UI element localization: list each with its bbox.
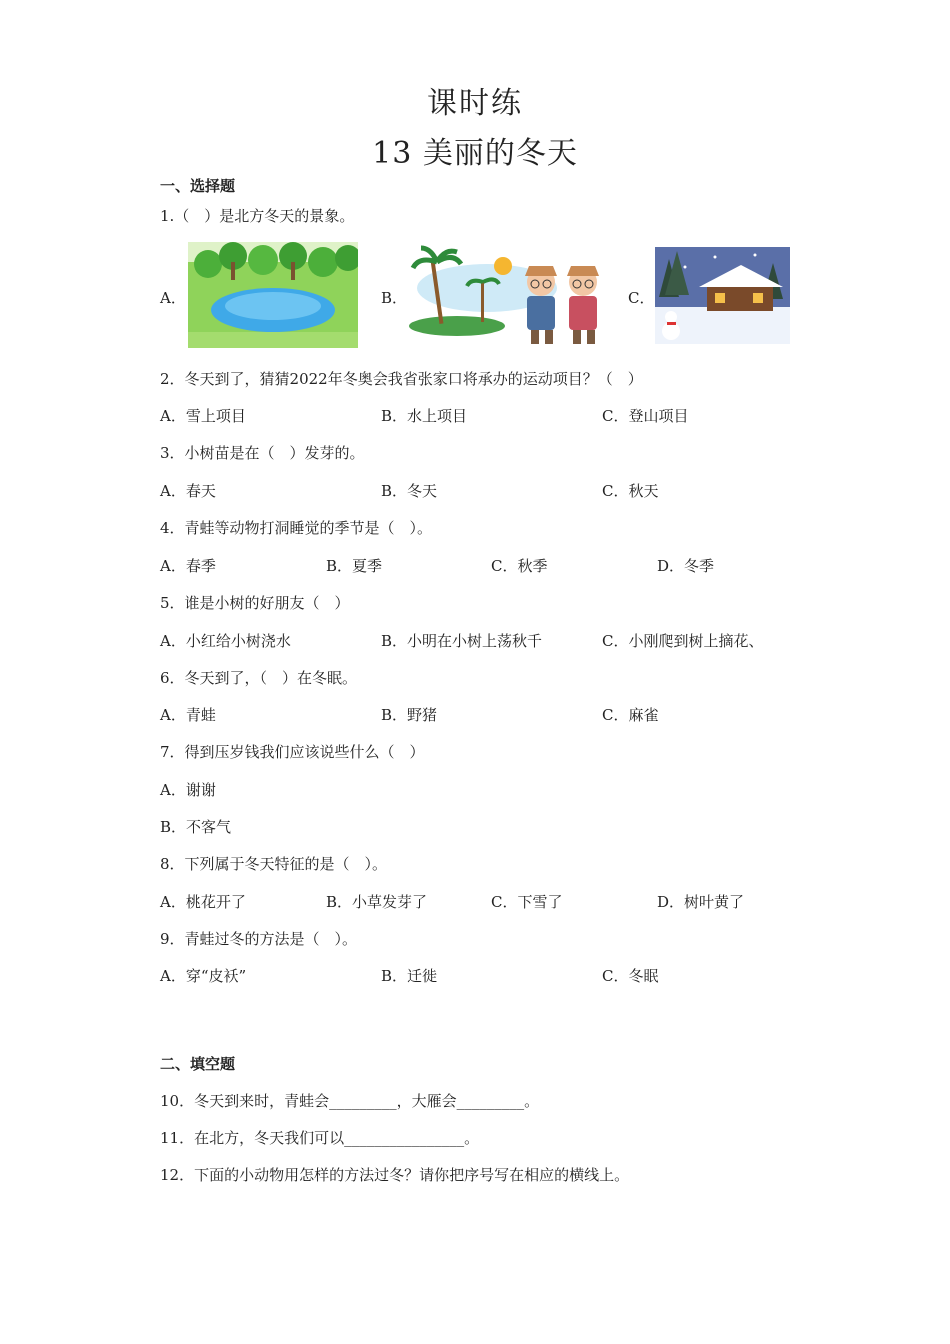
question-4: 4．青蛙等动物打洞睡觉的季节是（ ）。	[160, 519, 433, 537]
option-c[interactable]: C．登山项目	[602, 407, 689, 425]
option-c[interactable]: C．小刚爬到树上摘花、	[602, 632, 764, 650]
question-3: 3．小树苗是在（ ）发芽的。	[160, 444, 365, 462]
option-b[interactable]: B．水上项目	[381, 407, 468, 425]
question-2-options	[160, 405, 800, 427]
option-a[interactable]: A．谢谢	[160, 781, 216, 799]
option-b[interactable]: B．冬天	[381, 482, 438, 500]
option-a[interactable]: A．春季	[160, 557, 216, 575]
option-a[interactable]: A．小红给小树浇水	[160, 632, 291, 650]
option-d[interactable]: D．冬季	[657, 557, 715, 575]
option-a[interactable]: A．穿“皮袄”	[160, 967, 247, 985]
option-b[interactable]: B．不客气	[160, 818, 232, 836]
option-c[interactable]: C．下雪了	[491, 893, 563, 911]
question-10: 10．冬天到来时，青蛙会_________，大雁会_________。	[160, 1092, 540, 1110]
option-c[interactable]: C．秋季	[491, 557, 548, 575]
worksheet-title: 课时练	[427, 86, 523, 121]
option-d[interactable]: D．树叶黄了	[657, 893, 745, 911]
question-5: 5．谁是小树的好朋友（ ）	[160, 594, 350, 612]
question-1-image-options	[160, 242, 800, 352]
option-b[interactable]: B．野猪	[381, 706, 438, 724]
question-6: 6．冬天到了，（ ）在冬眠。	[160, 669, 358, 687]
option-a[interactable]: A．青蛙	[160, 706, 216, 724]
question-7: 7．得到压岁钱我们应该说些什么（ ）	[160, 743, 425, 761]
option-a[interactable]: A．春天	[160, 482, 216, 500]
snowy-cabin-image	[655, 247, 790, 344]
question-1: 1.（ ）是北方冬天的景象。	[160, 207, 355, 225]
option-b[interactable]: B．夏季	[326, 557, 383, 575]
option-c-label[interactable]: C．	[628, 289, 655, 307]
question-4-options	[160, 555, 800, 577]
lesson-title: 13 美丽的冬天	[372, 136, 578, 171]
option-a[interactable]: A．桃花开了	[160, 893, 246, 911]
option-b-label[interactable]: B．	[381, 289, 408, 307]
option-b[interactable]: B．迁徙	[381, 967, 438, 985]
option-b[interactable]: B．小草发芽了	[326, 893, 428, 911]
question-5-options	[160, 630, 800, 652]
spring-meadow-image	[188, 242, 358, 348]
question-8: 8．下列属于冬天特征的是（ ）。	[160, 855, 388, 873]
tropical-beach-image	[407, 242, 607, 348]
option-a[interactable]: A．雪上项目	[160, 407, 246, 425]
option-b[interactable]: B．小明在小树上荡秋千	[381, 632, 543, 650]
question-9-options	[160, 965, 800, 987]
question-12: 12．下面的小动物用怎样的方法过冬？请你把序号写在相应的横线上。	[160, 1166, 630, 1184]
option-c[interactable]: C．秋天	[602, 482, 659, 500]
section-choice-heading: 一、选择题	[160, 177, 236, 195]
option-c[interactable]: C．冬眠	[602, 967, 659, 985]
section-fill-heading: 二、填空题	[160, 1055, 236, 1073]
question-6-options	[160, 704, 800, 726]
question-8-options	[160, 891, 800, 913]
option-a-label[interactable]: A．	[160, 289, 186, 307]
question-9: 9．青蛙过冬的方法是（ ）。	[160, 930, 358, 948]
question-3-options	[160, 480, 800, 502]
option-c[interactable]: C．麻雀	[602, 706, 659, 724]
question-2: 2．冬天到了，猜猜2022年冬奥会我省张家口将承办的运动项目？（ ）	[160, 370, 643, 388]
question-11: 11．在北方，冬天我们可以________________。	[160, 1129, 480, 1147]
